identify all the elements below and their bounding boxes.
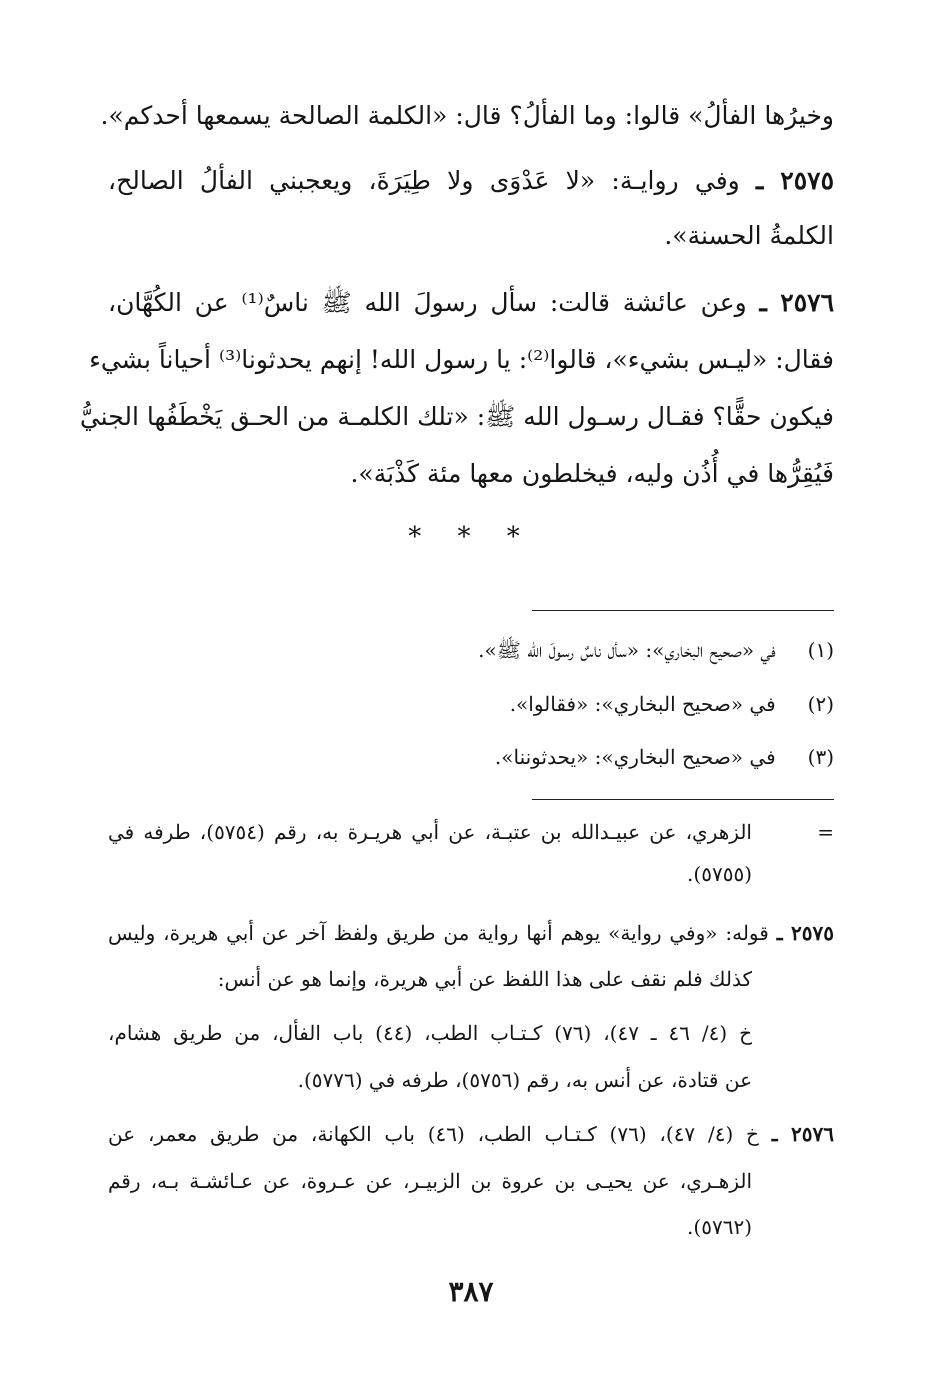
page-number: ٣٨٧ — [448, 1275, 494, 1308]
commentary-2576-line-1: ٢٥٧٦ ـ خ (٤/ ٤٧)، (٧٦) كـتـاب الطب، (٤٦) باب الكهانة، من طريق معمر، عن — [108, 1122, 834, 1146]
footnote-1: (١) في «صحيح البخاري»: «سأل ناسٌ رسولَ الله ﷺ». — [108, 634, 834, 668]
continuation-line-1: الزهري، عن عبيـدالله بن عتبـة، عن أبي هريـرة به، رقم (٥٧٥٤)، طرفه في — [108, 820, 752, 844]
hadith-2575-line-2: الكلمةُ الحسنة». — [664, 221, 834, 250]
commentary-2576-number: ٢٥٧٦ ـ — [771, 1122, 834, 1146]
commentary-rule — [532, 799, 834, 800]
section-separator: * * * — [408, 522, 534, 552]
footnote-1-mark: (١) — [807, 638, 834, 662]
commentary-2576-line-3: (٥٧٦٢). — [687, 1215, 752, 1239]
continuation-mark: = — [817, 820, 834, 844]
hadith-2575-line-1: ٢٥٧٥ ـ وفي روايـة: «لا عَدْوَى ولا طِيَرَةَ، ويعجبني الفألُ الصالح، — [108, 166, 834, 195]
commentary-2575-number: ٢٥٧٥ ـ — [776, 921, 834, 945]
footnote-2-mark: (٢) — [807, 692, 834, 716]
footnote-rule — [532, 610, 834, 611]
footnote-2: (٢) في «صحيح البخاري»: «فقالوا». — [108, 688, 834, 722]
commentary-2575-line-3: خ (٤/ ٤٦ ـ ٤٧)، (٧٦) كـتـاب الطب، (٤٤) باب الفأل، من طريق هشام، — [108, 1021, 752, 1045]
footnote-3-mark: (٣) — [807, 745, 834, 769]
hadith-2576-line-3: فيكون حقًّا؟ فقـال رسـول الله ﷺ: «تلك الكلمـة من الحـق يَخْطَفُها الجنيُّ — [79, 402, 834, 431]
hadith-2576-line-2: فقال: «ليـس بشيء»، قالوا⁽²⁾: يا رسول الله! إنهم يحدثونا⁽³⁾ أحياناً بشيء — [89, 345, 834, 374]
commentary-2575-line-2: كذلك فلم نقف على هذا اللفظ عن أبي هريرة، وإنما هو عن أنس: — [217, 967, 752, 991]
commentary-2575-line-1: ٢٥٧٥ ـ قوله: «وفي رواية» يوهم أنها رواية من طريق ولفظ آخر عن أبي هريرة، وليس — [108, 921, 834, 945]
hadith-2575-number: ٢٥٧٥ ـ — [755, 166, 834, 195]
continuation-line-2: (٥٧٥٥). — [687, 862, 752, 886]
commentary-2576-line-2: الزهـري، عن يحيـى بن عروة بن الزبيـر، عن عـروة، عن عـائشـة بـه، رقم — [108, 1169, 752, 1193]
hadith-2576-number: ٢٥٧٦ ـ — [759, 288, 834, 317]
main-line-1: وخيرُها الفألُ» قالوا: وما الفألُ؟ قال: «الكلمة الصالحة يسمعها أحدكم». — [100, 101, 834, 130]
hadith-2576-line-4: فَيُقِرُّها في أُذُن وليه، فيخلطون معها مئة كَذْبَة». — [350, 459, 834, 488]
hadith-2576-line-1: ٢٥٧٦ ـ وعن عائشة قالت: سأل رسولَ الله ﷺ ناسٌ⁽¹⁾ عن الكُهَّان، — [108, 288, 834, 317]
commentary-2575-line-4: عن قتادة، عن أنس به، رقم (٥٧٥٦)، طرفه في (٥٧٧٦). — [297, 1068, 752, 1092]
footnote-3: (٣) في «صحيح البخاري»: «يحدثوننا». — [108, 741, 834, 775]
